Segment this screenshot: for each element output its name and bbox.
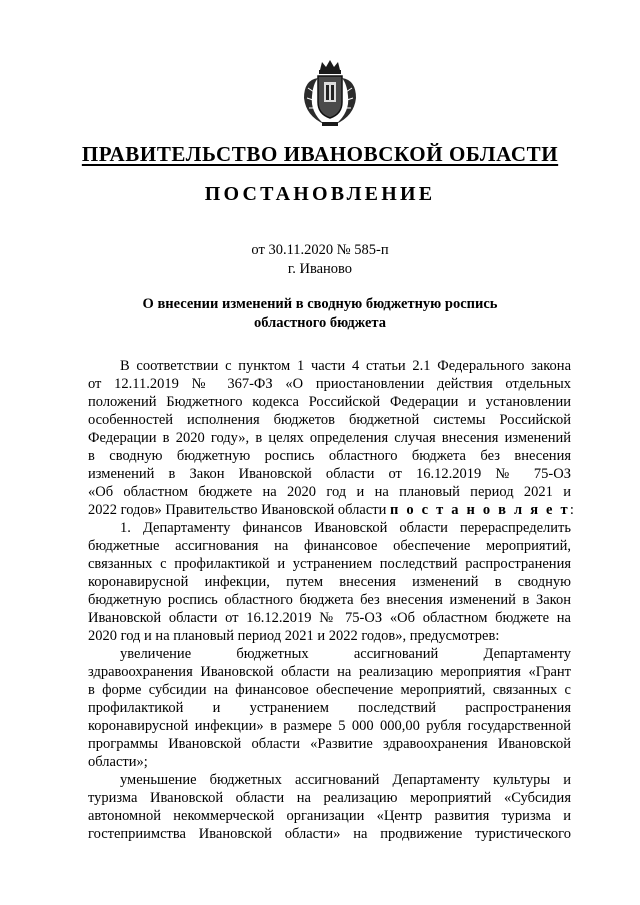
coat-of-arms-emblem xyxy=(298,58,362,130)
text-line: изменений в Закон Ивановской области от 16.12.2019 № 75-ОЗ xyxy=(88,466,571,482)
text-line: в сводную бюджетную роспись областного бюджета без внесения xyxy=(88,448,571,464)
text-line: 2020 год и на плановый период 2021 и 2022 годов», предусмотрев: xyxy=(88,628,500,644)
text-line: здравоохранения Ивановской области на реализацию мероприятия «Грант xyxy=(88,664,571,680)
text-line: в форме субсидии на финансовое обеспечение мероприятий, связанных с xyxy=(88,682,571,698)
city: г. Иваново xyxy=(287,261,353,277)
title-line: О внесении изменений в сводную бюджетную роспись xyxy=(142,296,498,312)
text-line: от 12.11.2019 № 367-ФЗ «О приостановлении действия отдельных xyxy=(88,376,571,392)
text-line: увеличение бюджетных ассигнований Департаменту xyxy=(120,646,571,662)
text-line: 1. Департаменту финансов Ивановской области перераспределить xyxy=(120,520,571,536)
decree-suffix: : xyxy=(569,502,574,518)
text-line: профилактикой и устранением последствий распространения xyxy=(88,700,571,716)
decree-word: п о с т а н о в л я е т xyxy=(389,502,570,518)
text-line: «Об областном бюджете на 2020 год и на плановый период 2021 и xyxy=(88,484,571,500)
text-line: Ивановской области от 16.12.2019 № 75-ОЗ «Об областном бюджете на xyxy=(88,610,571,626)
title-line: областного бюджета xyxy=(254,315,386,331)
text-line: 2022 годов» Правительство Ивановской области xyxy=(88,502,387,518)
text-line: В соответствии с пунктом 1 части 4 статьи 2.1 Федерального закона xyxy=(120,358,571,374)
text-line: особенностей исполнения бюджетов бюджетной системы Российской xyxy=(88,412,571,428)
text-line: туризма Ивановской области на реализацию мероприятий «Субсидия xyxy=(88,790,571,806)
text-line: коронавирусной инфекции, путем внесения изменений в сводную xyxy=(88,574,571,590)
document-type: ПОСТАНОВЛЕНИЕ xyxy=(204,183,436,205)
text-line-decree xyxy=(88,501,574,519)
date-number: от 30.11.2020 № 585-п xyxy=(251,242,389,258)
text-line: автономной некоммерческой организации «Центр развития туризма и xyxy=(88,808,571,824)
text-line: гостеприимства Ивановской области» на продвижение туристического xyxy=(88,826,571,842)
text-line: бюджетную роспись областного бюджета без внесения изменений в Закон xyxy=(88,592,571,608)
text-line: области»; xyxy=(88,754,148,770)
text-line: бюджетные ассигнования на финансовое обеспечение мероприятий, xyxy=(88,538,571,554)
text-line: программы Ивановской области «Развитие здравоохранения Ивановской xyxy=(88,736,571,752)
date-and-place xyxy=(0,241,640,279)
text-line: Федерации в 2020 году», в целях определения случая внесения изменений xyxy=(88,430,571,446)
text-line: связанных с профилактикой и устранением последствий распространения xyxy=(88,556,571,572)
text-line: коронавирусной инфекции» в размере 5 000 000,00 рубля государственной xyxy=(88,718,571,734)
document-title xyxy=(0,295,640,333)
text-line: уменьшение бюджетных ассигнований Департаменту культуры и xyxy=(120,772,571,788)
text-line: положений Бюджетного кодекса Российской Федерации и установлении xyxy=(88,394,571,410)
organization-name: ПРАВИТЕЛЬСТВО ИВАНОВСКОЙ ОБЛАСТИ xyxy=(81,142,559,166)
